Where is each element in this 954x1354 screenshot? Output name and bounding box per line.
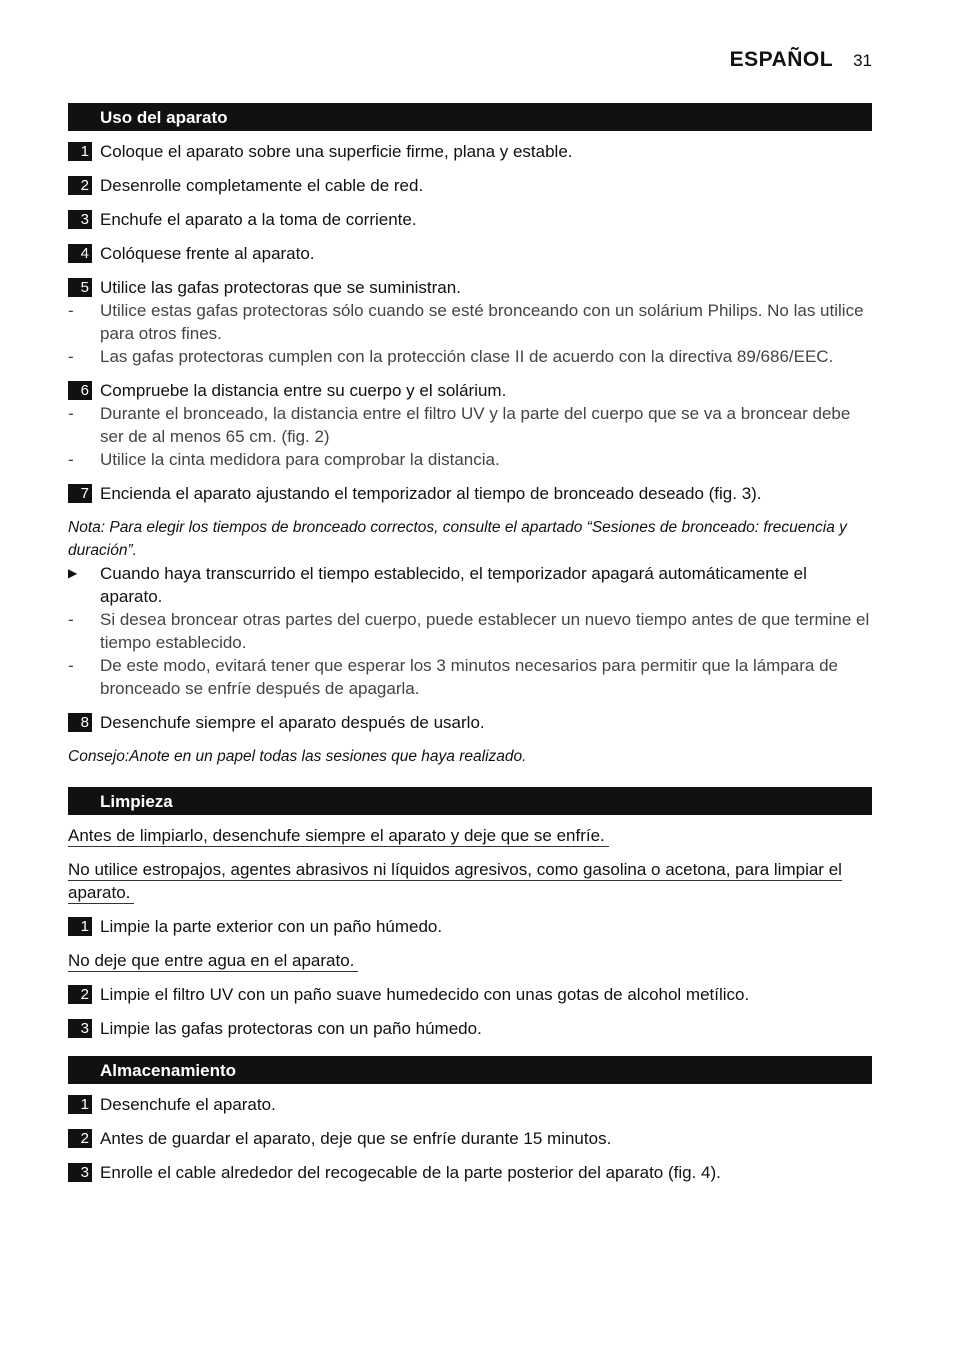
dash-marker: - [68,656,74,675]
sub-item [68,608,872,654]
warning-text: No utilice estropajos, agentes abrasivos ni líquidos agresivos, como gasolina o acetona, para limpiar el aparato. [68,860,842,902]
step-number: 1 [68,1095,92,1114]
step-text: Encienda el aparato ajustando el temporizador al tiempo de bronceado deseado (fig. 3). [100,484,762,503]
dash-marker: - [68,301,74,320]
step-item [68,1017,872,1040]
step-item [68,1161,872,1184]
sub-text: Las gafas protectoras cumplen con la protección clase II de acuerdo con la directiva 89/686/EEC. [100,347,834,366]
step-number: 1 [68,917,92,936]
step-item [68,208,872,231]
step-text: Compruebe la distancia entre su cuerpo y el solárium. [100,381,507,400]
sub-item [68,402,872,448]
step-item [68,983,872,1006]
step-item [68,276,872,299]
step-number: 8 [68,713,92,732]
step-item [68,174,872,197]
step-text: Limpie la parte exterior con un paño húmedo. [100,917,443,936]
step-item [68,1093,872,1116]
step-item [68,482,872,505]
step-number: 3 [68,1163,92,1182]
page-number: 31 [853,51,872,70]
step-text: Antes de guardar el aparato, deje que se enfríe durante 15 minutos. [100,1129,612,1148]
sub-text: Utilice estas gafas protectoras sólo cuando se esté bronceando con un solárium Philips. No las utilice para otros fines. [100,301,864,343]
sub-text: De este modo, evitará tener que esperar los 3 minutos necesarios para permitir que la lámpara de bronceado se enfríe después de apagarla. [100,656,838,698]
step-item [68,1127,872,1150]
tip-text: Consejo:Anote en un papel todas las sesiones que haya realizado. [68,748,527,765]
step-item [68,711,872,734]
warning-text: Antes de limpiarlo, desenchufe siempre el aparato y deje que se enfríe. [68,824,872,847]
step-text: Enchufe el aparato a la toma de corriente. [100,210,417,229]
dash-marker: - [68,610,74,629]
step-number: 5 [68,278,92,297]
dash-marker: - [68,347,74,366]
step-number: 1 [68,142,92,161]
step-number: 2 [68,1129,92,1148]
step-text: Coloque el aparato sobre una superficie firme, plana y estable. [100,142,573,161]
step-text: Desenrolle completamente el cable de red. [100,176,424,195]
dash-marker: - [68,450,74,469]
section-header-uso: Uso del aparato [68,103,872,131]
step-number: 2 [68,176,92,195]
bullet-text: Cuando haya transcurrido el tiempo establecido, el temporizador apagará automáticamente el aparato. [100,564,807,606]
sub-text: Utilice la cinta medidora para comprobar la distancia. [100,450,500,469]
sub-item [68,299,872,345]
step-text: Desenchufe siempre el aparato después de usarlo. [100,713,485,732]
note-text: Nota: Para elegir los tiempos de bronceado correctos, consulte el apartado “Sesiones de bronceado: frecuencia y duración”. [68,519,847,559]
language-label: ESPAÑOL [729,48,834,71]
step-text: Colóquese frente al aparato. [100,244,315,263]
bullet-arrow-icon: ▶ [68,566,78,580]
sub-item [68,448,872,471]
step-number: 7 [68,484,92,503]
step-number: 6 [68,381,92,400]
step-text: Enrolle el cable alrededor del recogecable de la parte posterior del aparato (fig. 4). [100,1163,721,1182]
sub-item [68,654,872,700]
step-item [68,379,872,402]
step-item [68,915,872,938]
step-number: 3 [68,210,92,229]
step-text: Utilice las gafas protectoras que se suministran. [100,278,461,297]
sub-text: Si desea broncear otras partes del cuerpo, puede establecer un nuevo tiempo antes de que termine el tiempo establecido. [100,610,870,652]
step-text: Desenchufe el aparato. [100,1095,276,1114]
bullet-item [68,562,872,608]
step-item [68,140,872,163]
sub-text: Durante el bronceado, la distancia entre el filtro UV y la parte del cuerpo que se va a broncear debe ser de al menos 65 cm. (fig. 2) [100,404,851,446]
step-number: 2 [68,985,92,1004]
sub-item [68,345,872,368]
document-body [68,103,872,1184]
step-text: Limpie las gafas protectoras con un paño húmedo. [100,1019,482,1038]
warning-text: No deje que entre agua en el aparato. [68,949,872,972]
section-header-limpieza: Limpieza [68,787,872,815]
dash-marker: - [68,404,74,423]
section-header-almacenamiento: Almacenamiento [68,1056,872,1084]
step-item [68,242,872,265]
step-number: 4 [68,244,92,263]
page-header [730,48,872,72]
step-number: 3 [68,1019,92,1038]
step-text: Limpie el filtro UV con un paño suave humedecido con unas gotas de alcohol metílico. [100,985,750,1004]
